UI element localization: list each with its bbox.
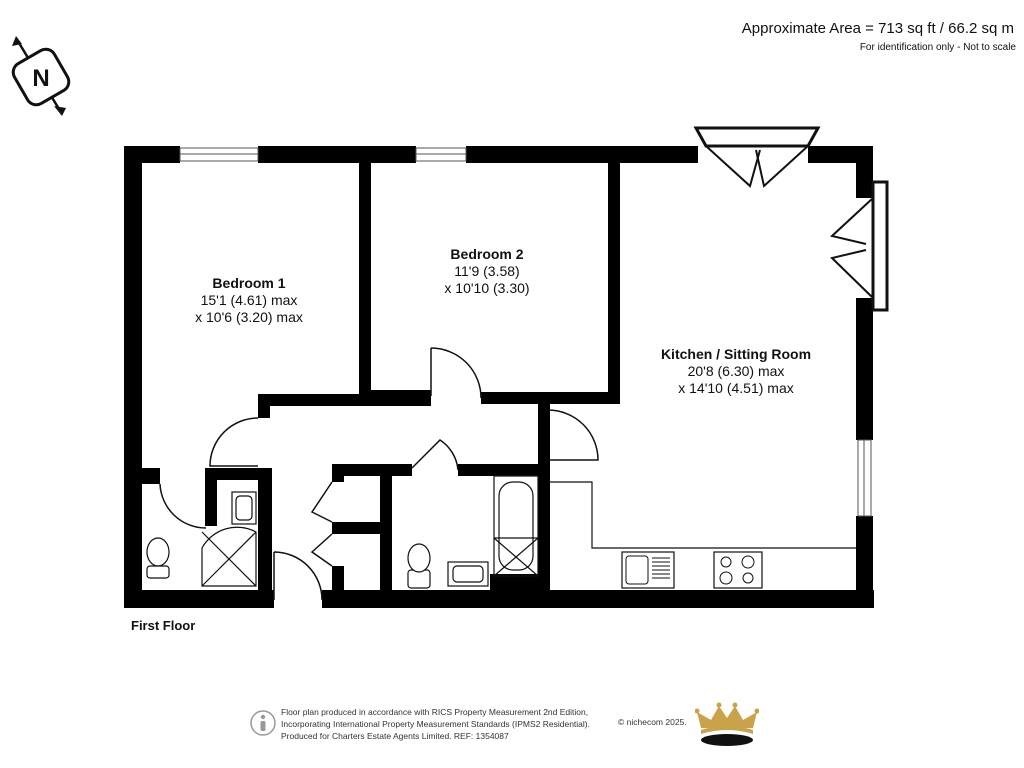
hob-icon	[714, 552, 762, 588]
kitchen-label	[661, 346, 811, 397]
footer-line2: Incorporating International Property Measurement Standards (IPMS2 Residential).	[281, 719, 590, 729]
ensuite-basin-icon	[232, 492, 256, 524]
compass-letter: N	[32, 65, 50, 92]
kitchen-dim1: 20'8 (6.30) max	[687, 363, 785, 379]
basin-icon	[448, 562, 488, 586]
approximate-area: Approximate Area = 713 sq ft / 66.2 sq m	[741, 20, 1014, 37]
bedroom2-dim1: 11'9 (3.58)	[454, 263, 520, 279]
kitchen-dim2: x 14'10 (4.51) max	[678, 380, 794, 396]
kitchen-name: Kitchen / Sitting Room	[660, 346, 812, 362]
bedroom1-dim2: x 10'6 (3.20) max	[195, 309, 303, 325]
sink-icon	[622, 552, 674, 588]
floor-label: First Floor	[131, 618, 196, 633]
bedroom1-dim1: 15'1 (4.61) max	[200, 292, 298, 308]
scale-disclaimer: For identification only - Not to scale	[859, 42, 1016, 53]
windows	[180, 148, 871, 516]
bedroom1-name: Bedroom 1	[212, 275, 286, 291]
footer-notes	[281, 706, 590, 742]
ensuite-toilet-icon	[147, 538, 169, 578]
info-person-icon	[249, 708, 277, 738]
crown-logo-icon	[695, 700, 759, 746]
bedroom2-label	[444, 246, 529, 297]
bedroom2-name: Bedroom 2	[450, 246, 524, 262]
bedroom2-dim2: x 10'10 (3.30)	[444, 280, 530, 296]
shower-icon	[202, 527, 256, 586]
bedroom1-label	[195, 275, 303, 326]
copyright: © nichecom 2025.	[618, 717, 687, 727]
kitchen-counter	[550, 482, 856, 548]
toilet-icon	[408, 544, 430, 588]
footer-line3: Produced for Charters Estate Agents Limited. REF: 1354087	[281, 731, 509, 741]
footer-line1: Floor plan produced in accordance with RICS Property Measurement 2nd Edition,	[281, 707, 589, 717]
bathtub-icon	[494, 476, 538, 576]
